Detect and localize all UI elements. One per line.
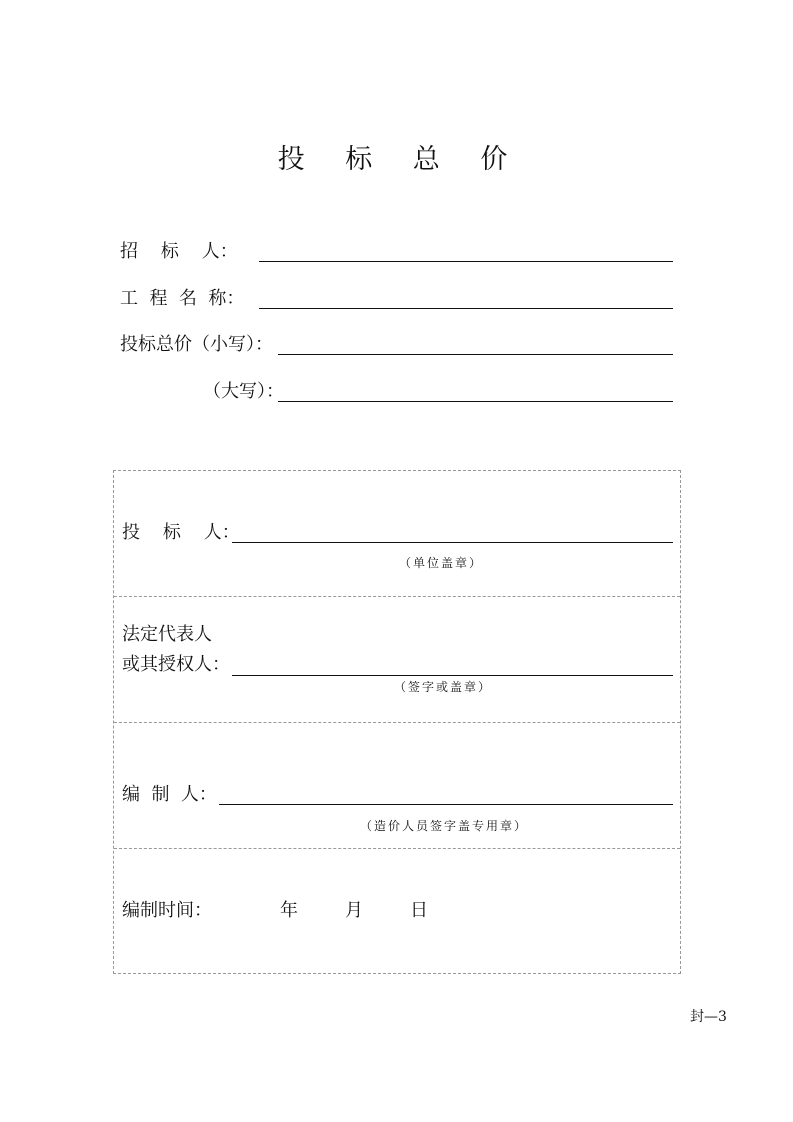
tenderer-row <box>0 240 793 270</box>
price-large-label: （大写）： <box>203 381 284 402</box>
compiler-label: 编 制 人： <box>122 784 217 805</box>
legal-rep-label-line1: 法定代表人 <box>122 624 212 645</box>
year-label: 年 <box>280 900 298 921</box>
tenderer-label: 招 标 人： <box>120 241 238 262</box>
price-small-label: 投标总价（小写）： <box>120 334 273 355</box>
page-footer: 封—3 <box>690 1009 727 1025</box>
price-large-input-line[interactable] <box>278 401 673 402</box>
legal-rep-note: （签字或盖章） <box>394 680 493 694</box>
bidder-section <box>114 471 680 597</box>
signature-box <box>113 470 681 974</box>
date-label: 编制时间： <box>122 900 212 921</box>
day-label: 日 <box>410 900 428 921</box>
bidder-label: 投 标 人： <box>122 522 240 543</box>
date-section <box>114 849 680 973</box>
project-input-line[interactable] <box>259 308 673 309</box>
price-small-row <box>0 333 793 363</box>
legal-rep-section <box>114 597 680 723</box>
bidder-signature-line[interactable] <box>232 542 673 543</box>
tenderer-input-line[interactable] <box>259 261 673 262</box>
compiler-note: （造价人员签字盖专用章） <box>360 819 529 833</box>
compiler-section <box>114 723 680 849</box>
price-small-input-line[interactable] <box>278 354 673 355</box>
month-label: 月 <box>345 900 363 921</box>
bidder-note: （单位盖章） <box>399 556 484 570</box>
project-label: 工 程 名 称： <box>120 288 245 309</box>
page-title: 投 标 总 价 <box>277 144 524 175</box>
compiler-signature-line[interactable] <box>219 804 673 805</box>
legal-rep-label-line2: 或其授权人： <box>122 654 230 675</box>
project-row <box>0 287 793 317</box>
price-large-row <box>0 380 793 410</box>
legal-rep-signature-line[interactable] <box>232 675 673 676</box>
